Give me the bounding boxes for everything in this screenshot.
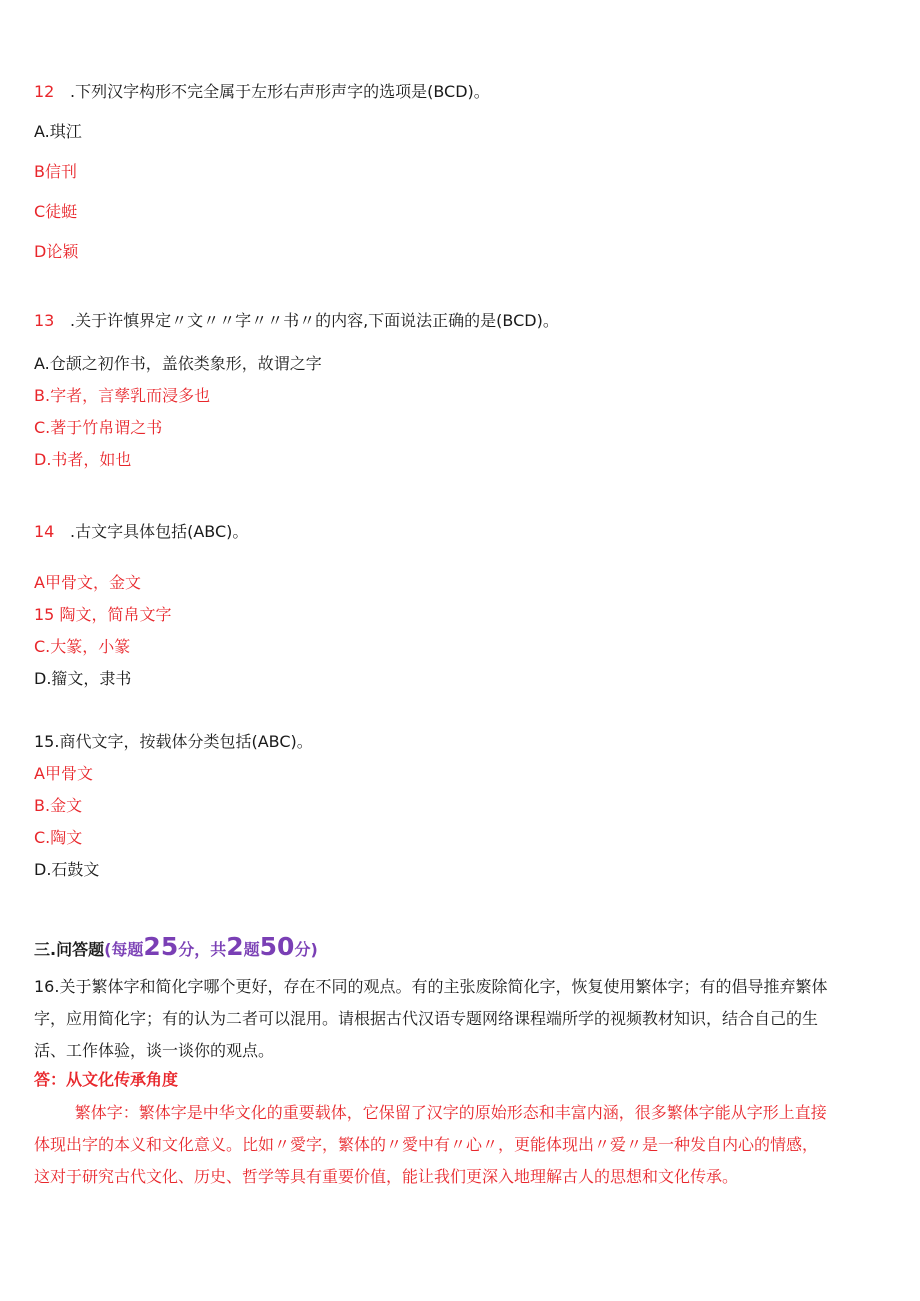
q16-line: 16.关于繁体字和简化字哪个更好，存在不同的观点。有的主张废除简化字，恢复使用繁体字；有的倡导推弃繁体	[34, 977, 828, 996]
q13-option-b: B.字者，言孳乳而浸多也	[34, 386, 211, 405]
section-score: (每题25分，共2题50分)	[104, 932, 318, 961]
q13-number: 13	[34, 311, 55, 330]
q12-option-a: A.琪江	[34, 122, 82, 141]
q14-number: 14	[34, 522, 55, 541]
q16-answer-head: 答：从文化传承角度	[34, 1070, 179, 1089]
q14-option-b: 15 陶文，简帛文字	[34, 605, 172, 624]
q12-number: 12	[34, 82, 55, 101]
q15-stem: 15.商代文字，按载体分类包括(ABC)。	[34, 732, 313, 751]
q15-option-b: B.金文	[34, 796, 83, 815]
q14-option-c: C.大篆，小篆	[34, 637, 131, 656]
q16-line: 活、工作体验，谈一谈你的观点。	[34, 1041, 275, 1060]
q14-option-a: A甲骨文，金文	[34, 573, 141, 592]
q16-answer-line: 这对于研究古代文化、历史、哲学等具有重要价值，能让我们更深入地理解古人的思想和文化传承。	[34, 1167, 739, 1186]
q16-answer-line: 体现出字的本义和文化意义。比如〃愛字，繁体的〃愛中有〃心〃，更能体现出〃爱〃是一种发自内心的情感，	[34, 1135, 819, 1154]
q16-answer-line: 繁体字：繁体字是中华文化的重要载体，它保留了汉字的原始形态和丰富内涵，很多繁体字能从字形上直接	[34, 1103, 827, 1122]
q14-stem-text: .古文字具体包括(ABC)。	[70, 522, 249, 541]
q14-stem	[34, 521, 248, 543]
q16-line: 字，应用简化字；有的认为二者可以混用。请根据古代汉语专题网络课程端所学的视频教材知识，结合自己的生	[34, 1009, 819, 1028]
q13-option-d: D.书者，如也	[34, 450, 132, 469]
q12-option-c: C徒蜓	[34, 202, 78, 221]
q13-stem	[34, 310, 559, 332]
q16-answer	[34, 1097, 884, 1193]
q15-option-a: A甲骨文	[34, 764, 93, 783]
q15-option-c: C.陶文	[34, 828, 83, 847]
q12-stem-text: .下列汉字构形不完全属于左形右声形声字的选项是(BCD)。	[70, 82, 490, 101]
section-head: 三.问答题	[34, 940, 105, 959]
q12-option-d: D论颖	[34, 242, 79, 261]
q14-option-d: D.籀文，隶书	[34, 669, 132, 688]
q16-question	[34, 971, 879, 1067]
q12-option-b: B信刊	[34, 162, 77, 181]
section-title	[34, 932, 318, 965]
q13-option-a: A.仓颉之初作书，盖依类象形，故谓之字	[34, 354, 322, 373]
q15-option-d: D.石鼓文	[34, 860, 100, 879]
q13-option-c: C.著于竹帛谓之书	[34, 418, 163, 437]
q12-stem	[34, 81, 490, 103]
q13-stem-text: .关于许慎界定〃文〃〃字〃〃书〃的内容,下面说法正确的是(BCD)。	[70, 311, 559, 330]
